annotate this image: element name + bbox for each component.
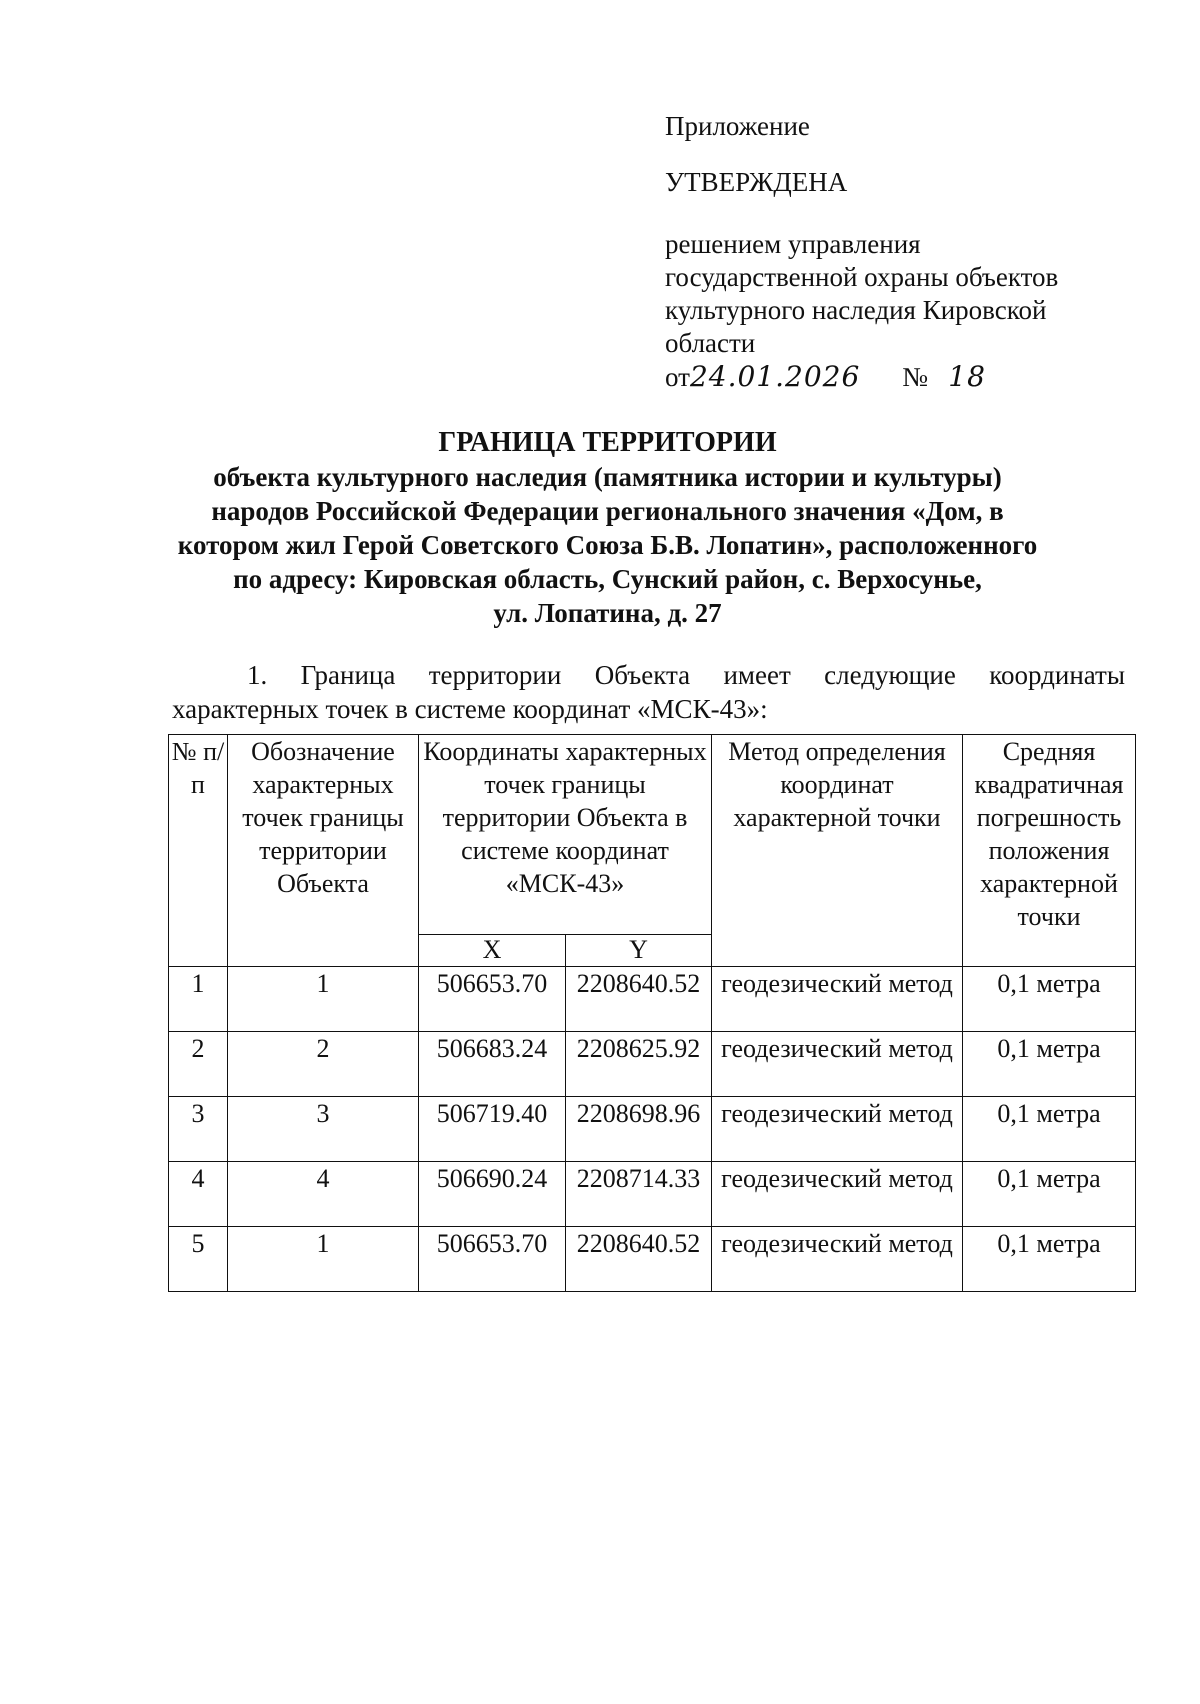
cell-y: 2208640.52 [566,967,712,1032]
header-num: № п/п [169,735,228,967]
document-title [150,426,1065,630]
cell-error: 0,1 метра [963,967,1136,1032]
table-row [169,1097,1136,1162]
cell-method: геодезический метод [712,1227,963,1292]
cell-y: 2208625.92 [566,1032,712,1097]
cell-num: 4 [169,1162,228,1227]
table-row [169,1227,1136,1292]
cell-num: 3 [169,1097,228,1162]
title-main: ГРАНИЦА ТЕРРИТОРИИ [438,427,777,458]
header-y: Y [566,935,712,967]
header-x: X [419,935,566,967]
title-line: ул. Лопатина, д. 27 [493,598,722,628]
title-line: народов Российской Федерации регионального значения «Дом, в [211,496,1004,526]
cell-y: 2208714.33 [566,1162,712,1227]
cell-x: 506683.24 [419,1032,566,1097]
number-label: № [902,362,929,392]
header-designation: Обозначение характерных точек границы территории Объекта [228,735,419,967]
header-coordinates: Координаты характерных точек границы территории Объекта в системе координат «МСК-43» [419,735,712,935]
cell-method: геодезический метод [712,967,963,1032]
cell-num: 2 [169,1032,228,1097]
cell-point: 1 [228,1227,419,1292]
cell-num: 1 [169,967,228,1032]
decision-line: государственной охраны объектов [665,262,1059,292]
approved-label: УТВЕРЖДЕНА [665,167,848,197]
cell-method: геодезический метод [712,1032,963,1097]
cell-y: 2208640.52 [566,1227,712,1292]
cell-x: 506719.40 [419,1097,566,1162]
handwritten-date: 24.01.2026 [689,360,861,393]
cell-point: 1 [228,967,419,1032]
decision-line: культурного наследия Кировской [665,295,1047,325]
from-label: от [665,362,690,392]
paragraph-line: 1. Граница территории Объекта имеет следующие координаты [247,660,1125,690]
decision-line: решением управления [665,229,921,259]
table-row [169,1032,1136,1097]
title-line: объекта культурного наследия (памятника истории и культуры) [213,462,1002,492]
annex-label: Приложение [665,111,810,141]
header-error: Средняя квадратичная погрешность положения характерной точки [963,735,1136,967]
cell-method: геодезический метод [712,1097,963,1162]
cell-point: 2 [228,1032,419,1097]
cell-error: 0,1 метра [963,1162,1136,1227]
date-number-line [665,360,1125,394]
decision-line: области [665,328,756,358]
cell-point: 4 [228,1162,419,1227]
paragraph-line: характерных точек в системе координат «МСК-43»: [172,694,768,724]
cell-num: 5 [169,1227,228,1292]
coordinates-table [168,734,1136,1292]
table-row [169,967,1136,1032]
approval-block [665,110,1125,394]
paragraph-1 [172,658,1125,726]
cell-y: 2208698.96 [566,1097,712,1162]
cell-method: геодезический метод [712,1162,963,1227]
cell-x: 506690.24 [419,1162,566,1227]
title-line: по адресу: Кировская область, Сунский район, с. Верхосунье, [233,564,982,594]
table-row [169,1162,1136,1227]
handwritten-number: 18 [948,360,986,393]
cell-error: 0,1 метра [963,1097,1136,1162]
decision-text [665,228,1125,360]
cell-error: 0,1 метра [963,1227,1136,1292]
cell-x: 506653.70 [419,967,566,1032]
cell-error: 0,1 метра [963,1032,1136,1097]
header-method: Метод определения координат характерной точки [712,735,963,967]
cell-x: 506653.70 [419,1227,566,1292]
cell-point: 3 [228,1097,419,1162]
title-line: котором жил Герой Советского Союза Б.В. Лопатин», расположенного [177,530,1038,560]
